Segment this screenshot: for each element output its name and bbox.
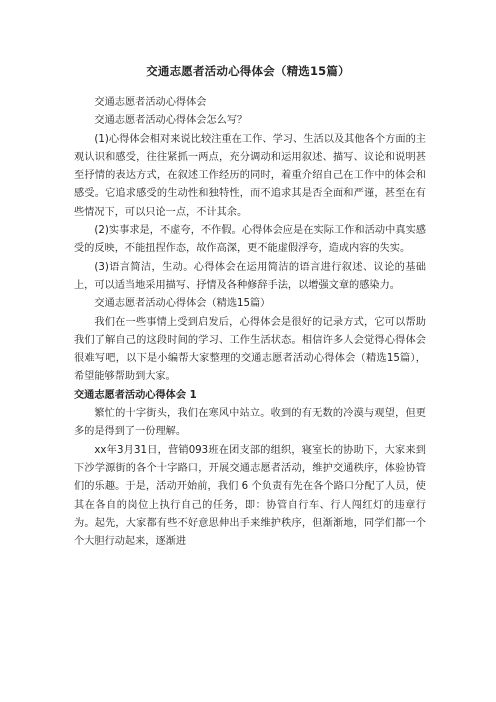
paragraph: 我们在一些事情上受到启发后，心得体会是很好的记录方式，它可以帮助我们了解自己的这段时间的学习、工作生活状态。相信许多人会觉得心得体会很难写吧，以下是小编帮大家整理的交通志愿者活动心得体会（精选15篇），希望能够帮助到大家。 xyxy=(74,316,426,383)
section-heading: 交通志愿者活动心得体会 1 xyxy=(74,389,197,401)
paragraph: 繁忙的十字街头，我们在寒风中站立。收到的有无数的冷漠与观望，但更多的是得到了一份理解。 xyxy=(74,408,426,438)
paragraph: xx年3月31日，营销093班在团支部的组织，寝室长的协助下，大家来到下沙学源街的各个十字路口，开展交通志愿者活动，维护交通秩序，体验协管们的乐趣。于是，活动开始前，我们 6 个负责有先在各个路口分配了人员，使其在各自的岗位上执行自己的任务，即：协管自行车、行人闯红灯的违章行为。起先，大家都有些不好意思伸出手来维护秩序，但渐渐地，同学们都一个个大胆行动起来，逐渐进 xyxy=(74,444,426,548)
paragraph: 交通志愿者活动心得体会怎么写？ xyxy=(94,115,248,127)
paragraph: (1)心得体会相对来说比较注重在工作、学习、生活以及其他各个方面的主观认识和感受，往往紧抓一两点，充分调动和运用叙述、描写、议论和说明甚至抒情的表达方式，在叙述工作经历的同时，着重介绍自己在工作中的体会和感受。它追求感受的生动性和独特性，而不追求其是否全面和严谨，甚至在有些情况下，可以只论一点，不计其余。 xyxy=(74,133,426,218)
document-body xyxy=(74,94,426,551)
document-title: 交通志愿者活动心得体会（精选15篇） xyxy=(146,64,350,78)
paragraph: (3)语言简洁，生动。心得体会在运用简洁的语言进行叙述、议论的基础上，可以适当地采用描写、抒情及各种修辞手法，以增强文章的感染力。 xyxy=(74,261,426,291)
paragraph: 交通志愿者活动心得体会 xyxy=(94,97,207,108)
paragraph: 交通志愿者活动心得体会（精选15篇） xyxy=(94,298,271,310)
paragraph: (2)实事求是，不虚夸，不作假。心得体会应是在实际工作和活动中真实感受的反映，不能扭捏作态，故作高深，更不能虚假浮夸，造成内容的失实。 xyxy=(74,225,426,255)
